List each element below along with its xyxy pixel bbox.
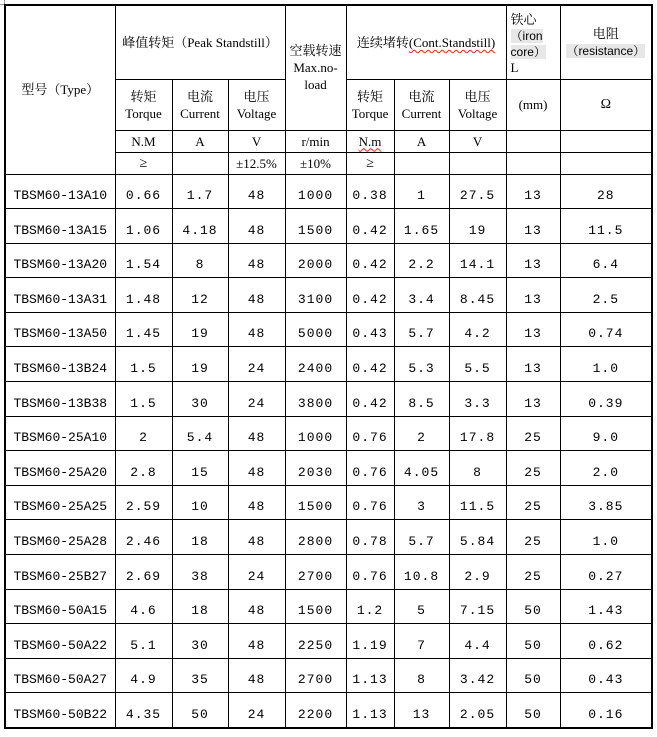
cell-peak-torque: 2.8 xyxy=(115,451,172,486)
cell-peak-voltage: 48 xyxy=(228,312,285,347)
table-row xyxy=(5,243,652,278)
cell-core-length: 13 xyxy=(506,243,560,278)
cell-cont-current: 5.3 xyxy=(394,347,449,382)
resistance-label-en: （resistance） xyxy=(566,43,646,58)
cell-cont-voltage: 5.84 xyxy=(449,520,506,555)
cell-core-length: 13 xyxy=(506,209,560,244)
table-row xyxy=(5,382,652,417)
peak-voltage-cn: 电压 xyxy=(243,88,270,104)
cell-peak-torque: 2.46 xyxy=(115,520,172,555)
cell-type: TBSM60-13A15 xyxy=(5,209,115,244)
cell-max-speed: 2400 xyxy=(285,347,346,382)
cell-cont-current: 5.7 xyxy=(394,312,449,347)
cell-peak-voltage: 24 xyxy=(228,555,285,590)
cell-cont-current: 3.4 xyxy=(394,278,449,313)
cell-cont-voltage: 8.45 xyxy=(449,278,506,313)
cell-cont-voltage: 3.3 xyxy=(449,382,506,417)
unit-cont-current: A xyxy=(394,130,449,152)
tolerance-peak-voltage: ±12.5% xyxy=(228,152,285,174)
cell-peak-current: 12 xyxy=(172,278,228,313)
unit-cont-voltage: V xyxy=(449,130,506,152)
cell-type: TBSM60-25B27 xyxy=(5,555,115,590)
cell-peak-torque: 1.45 xyxy=(115,312,172,347)
cell-peak-voltage: 48 xyxy=(228,451,285,486)
cell-peak-voltage: 48 xyxy=(228,416,285,451)
cell-cont-voltage: 2.9 xyxy=(449,555,506,590)
cell-type: TBSM60-25A10 xyxy=(5,416,115,451)
cell-resistance: 0.16 xyxy=(560,693,652,728)
cell-resistance: 6.4 xyxy=(560,243,652,278)
cell-cont-current: 2.2 xyxy=(394,243,449,278)
cont-standstill-label-cn: 连续堵转 xyxy=(356,34,409,50)
cell-cont-current: 13 xyxy=(394,693,449,728)
peak-voltage-en: Voltage xyxy=(236,105,277,121)
cell-core-length: 25 xyxy=(506,520,560,555)
cell-peak-current: 8 xyxy=(172,243,228,278)
cell-cont-current: 5.7 xyxy=(394,520,449,555)
cell-resistance: 28 xyxy=(560,174,652,209)
cell-peak-torque: 2.59 xyxy=(115,485,172,520)
cell-peak-torque: 1.5 xyxy=(115,382,172,417)
cell-peak-torque: 4.6 xyxy=(115,589,172,624)
cell-cont-current: 10.8 xyxy=(394,555,449,590)
cell-peak-torque: 2.69 xyxy=(115,555,172,590)
cell-core-length: 50 xyxy=(506,658,560,693)
unit-cont-torque-text: N.m xyxy=(358,133,382,149)
col-group-iron-core xyxy=(506,5,560,79)
iron-core-label-en: （iron core） xyxy=(510,29,546,59)
motor-spec-table xyxy=(4,4,653,729)
cell-type: TBSM60-13A20 xyxy=(5,243,115,278)
cell-resistance: 0.74 xyxy=(560,312,652,347)
col-header-peak-torque xyxy=(115,79,172,130)
cell-cont-voltage: 4.2 xyxy=(449,312,506,347)
peak-torque-cn: 转矩 xyxy=(130,88,157,104)
cont-torque-en: Torque xyxy=(351,105,389,121)
cell-cont-current: 8 xyxy=(394,658,449,693)
unit-peak-voltage: V xyxy=(228,130,285,152)
col-header-cont-torque xyxy=(346,79,394,130)
cell-cont-torque: 0.78 xyxy=(346,520,394,555)
table-row xyxy=(5,485,652,520)
col-group-cont-standstill xyxy=(346,5,506,79)
col-header-type: 型号（Type） xyxy=(5,5,115,174)
table-row xyxy=(5,312,652,347)
cell-core-length: 13 xyxy=(506,382,560,417)
tolerance-resistance-empty xyxy=(560,152,652,174)
cell-type: TBSM60-13A10 xyxy=(5,174,115,209)
cont-standstill-label-en: (Cont.Standstill) xyxy=(408,34,496,50)
cell-core-length: 13 xyxy=(506,312,560,347)
cell-max-speed: 1500 xyxy=(285,485,346,520)
cell-type: TBSM60-50A27 xyxy=(5,658,115,693)
cell-resistance: 2.0 xyxy=(560,451,652,486)
cell-cont-torque: 1.2 xyxy=(346,589,394,624)
table-row xyxy=(5,174,652,209)
cell-core-length: 25 xyxy=(506,451,560,486)
tolerance-core-empty xyxy=(506,152,560,174)
cell-cont-voltage: 14.1 xyxy=(449,243,506,278)
table-row xyxy=(5,555,652,590)
cell-resistance: 0.27 xyxy=(560,555,652,590)
cell-cont-current: 5 xyxy=(394,589,449,624)
cell-peak-voltage: 48 xyxy=(228,174,285,209)
cell-resistance: 2.5 xyxy=(560,278,652,313)
cell-cont-torque: 0.76 xyxy=(346,451,394,486)
tolerance-cont-torque: ≥ xyxy=(346,152,394,174)
cell-type: TBSM60-50B22 xyxy=(5,693,115,728)
col-header-peak-current xyxy=(172,79,228,130)
cell-max-speed: 2800 xyxy=(285,520,346,555)
cont-current-cn: 电流 xyxy=(408,88,435,104)
peak-torque-en: Torque xyxy=(125,105,162,121)
cell-cont-voltage: 17.8 xyxy=(449,416,506,451)
cell-max-speed: 1500 xyxy=(285,209,346,244)
cell-max-speed: 2700 xyxy=(285,555,346,590)
cell-peak-current: 19 xyxy=(172,312,228,347)
cell-peak-voltage: 24 xyxy=(228,693,285,728)
cell-peak-voltage: 48 xyxy=(228,589,285,624)
cont-torque-cn: 转矩 xyxy=(357,88,384,104)
table-row xyxy=(5,209,652,244)
table-row xyxy=(5,451,652,486)
cell-cont-voltage: 7.15 xyxy=(449,589,506,624)
cell-resistance: 1.0 xyxy=(560,520,652,555)
cell-peak-current: 10 xyxy=(172,485,228,520)
cell-core-length: 50 xyxy=(506,589,560,624)
cell-cont-current: 1 xyxy=(394,174,449,209)
table-row xyxy=(5,589,652,624)
cell-cont-current: 7 xyxy=(394,624,449,659)
unit-speed: r/min xyxy=(285,130,346,152)
cell-max-speed: 2000 xyxy=(285,243,346,278)
cell-peak-voltage: 48 xyxy=(228,485,285,520)
cell-type: TBSM60-50A22 xyxy=(5,624,115,659)
cont-voltage-en: Voltage xyxy=(457,105,498,121)
tolerance-cont-current-empty xyxy=(394,152,449,174)
cell-peak-current: 1.7 xyxy=(172,174,228,209)
cell-peak-torque: 1.48 xyxy=(115,278,172,313)
cell-max-speed: 2700 xyxy=(285,658,346,693)
cell-resistance: 3.85 xyxy=(560,485,652,520)
table-row xyxy=(5,658,652,693)
max-no-load-label-en: Max.no-load xyxy=(293,60,338,93)
unit-cont-torque xyxy=(346,130,394,152)
cell-cont-torque: 0.42 xyxy=(346,382,394,417)
cell-cont-voltage: 19 xyxy=(449,209,506,244)
cell-cont-current: 8.5 xyxy=(394,382,449,417)
cell-core-length: 13 xyxy=(506,278,560,313)
cell-cont-voltage: 2.05 xyxy=(449,693,506,728)
cell-core-length: 50 xyxy=(506,693,560,728)
cell-core-length: 25 xyxy=(506,416,560,451)
tolerance-cont-voltage-empty xyxy=(449,152,506,174)
cell-max-speed: 1000 xyxy=(285,174,346,209)
cell-max-speed: 3800 xyxy=(285,382,346,417)
cell-peak-current: 5.4 xyxy=(172,416,228,451)
unit-peak-torque: N.M xyxy=(115,130,172,152)
cell-cont-torque: 1.13 xyxy=(346,658,394,693)
unit-peak-current: A xyxy=(172,130,228,152)
peak-current-cn: 电流 xyxy=(186,88,213,104)
iron-core-label-cn: 铁心 xyxy=(510,12,537,27)
cell-peak-torque: 5.1 xyxy=(115,624,172,659)
col-group-max-no-load xyxy=(285,5,346,130)
cell-max-speed: 2030 xyxy=(285,451,346,486)
tolerance-peak-torque: ≥ xyxy=(115,152,172,174)
cell-core-length: 13 xyxy=(506,174,560,209)
cell-peak-torque: 1.06 xyxy=(115,209,172,244)
cell-cont-torque: 0.42 xyxy=(346,347,394,382)
cont-voltage-cn: 电压 xyxy=(464,88,491,104)
cell-cont-torque: 1.19 xyxy=(346,624,394,659)
resistance-label-cn: 电阻 xyxy=(592,25,619,41)
cell-peak-current: 50 xyxy=(172,693,228,728)
cell-resistance: 9.0 xyxy=(560,416,652,451)
col-header-core-mm: (mm) xyxy=(506,79,560,130)
cell-peak-current: 30 xyxy=(172,624,228,659)
cell-max-speed: 1000 xyxy=(285,416,346,451)
cell-peak-torque: 0.66 xyxy=(115,174,172,209)
col-group-resistance xyxy=(560,5,652,79)
col-group-peak-standstill: 峰值转矩（Peak Standstill） xyxy=(115,5,285,79)
peak-current-en: Current xyxy=(180,105,220,121)
cell-resistance: 0.43 xyxy=(560,658,652,693)
cont-current-en: Current xyxy=(401,105,442,121)
cell-peak-current: 4.18 xyxy=(172,209,228,244)
cell-peak-current: 18 xyxy=(172,520,228,555)
unit-core-empty xyxy=(506,130,560,152)
cell-cont-torque: 0.42 xyxy=(346,278,394,313)
cell-peak-voltage: 48 xyxy=(228,209,285,244)
cell-resistance: 11.5 xyxy=(560,209,652,244)
cell-peak-voltage: 24 xyxy=(228,382,285,417)
cell-cont-torque: 0.42 xyxy=(346,209,394,244)
cell-cont-current: 1.65 xyxy=(394,209,449,244)
cell-max-speed: 3100 xyxy=(285,278,346,313)
cell-cont-current: 3 xyxy=(394,485,449,520)
cell-core-length: 13 xyxy=(506,347,560,382)
cell-cont-voltage: 27.5 xyxy=(449,174,506,209)
col-header-cont-voltage xyxy=(449,79,506,130)
tolerance-peak-current-empty xyxy=(172,152,228,174)
cell-max-speed: 5000 xyxy=(285,312,346,347)
cell-resistance: 1.0 xyxy=(560,347,652,382)
cell-peak-current: 35 xyxy=(172,658,228,693)
cell-peak-voltage: 48 xyxy=(228,520,285,555)
cell-peak-voltage: 48 xyxy=(228,278,285,313)
cell-type: TBSM60-25A28 xyxy=(5,520,115,555)
cell-peak-voltage: 24 xyxy=(228,347,285,382)
cell-cont-voltage: 4.4 xyxy=(449,624,506,659)
max-no-load-label-cn: 空载转速 xyxy=(289,43,342,59)
tolerance-speed: ±10% xyxy=(285,152,346,174)
cell-peak-current: 30 xyxy=(172,382,228,417)
cell-peak-voltage: 48 xyxy=(228,624,285,659)
cell-peak-current: 18 xyxy=(172,589,228,624)
cell-type: TBSM60-25A25 xyxy=(5,485,115,520)
unit-resistance-empty xyxy=(560,130,652,152)
cell-peak-torque: 1.5 xyxy=(115,347,172,382)
cell-max-speed: 2200 xyxy=(285,693,346,728)
cell-cont-torque: 0.42 xyxy=(346,243,394,278)
cell-max-speed: 1500 xyxy=(285,589,346,624)
cell-peak-torque: 1.54 xyxy=(115,243,172,278)
cell-peak-voltage: 48 xyxy=(228,243,285,278)
cell-cont-voltage: 3.42 xyxy=(449,658,506,693)
cell-peak-torque: 4.35 xyxy=(115,693,172,728)
cell-type: TBSM60-25A20 xyxy=(5,451,115,486)
table-body xyxy=(5,174,652,728)
table-header xyxy=(5,5,652,174)
cell-resistance: 0.62 xyxy=(560,624,652,659)
cell-cont-torque: 0.38 xyxy=(346,174,394,209)
table-row xyxy=(5,416,652,451)
cell-peak-current: 15 xyxy=(172,451,228,486)
cell-cont-current: 4.05 xyxy=(394,451,449,486)
cell-type: TBSM60-13B24 xyxy=(5,347,115,382)
cell-peak-torque: 2 xyxy=(115,416,172,451)
table-row xyxy=(5,278,652,313)
table-row xyxy=(5,693,652,728)
cell-max-speed: 2250 xyxy=(285,624,346,659)
cell-cont-torque: 0.76 xyxy=(346,416,394,451)
cell-cont-torque: 0.43 xyxy=(346,312,394,347)
cell-cont-torque: 0.76 xyxy=(346,485,394,520)
cell-cont-current: 2 xyxy=(394,416,449,451)
cell-resistance: 0.39 xyxy=(560,382,652,417)
cell-cont-torque: 0.76 xyxy=(346,555,394,590)
cell-core-length: 25 xyxy=(506,555,560,590)
cell-type: TBSM60-13B38 xyxy=(5,382,115,417)
col-header-cont-current xyxy=(394,79,449,130)
cell-cont-voltage: 11.5 xyxy=(449,485,506,520)
header-group-row xyxy=(5,5,652,79)
table-row xyxy=(5,624,652,659)
cell-cont-voltage: 8 xyxy=(449,451,506,486)
cell-cont-torque: 1.13 xyxy=(346,693,394,728)
cell-type: TBSM60-50A15 xyxy=(5,589,115,624)
cell-cont-voltage: 5.5 xyxy=(449,347,506,382)
col-header-peak-voltage xyxy=(228,79,285,130)
cell-core-length: 50 xyxy=(506,624,560,659)
cell-peak-current: 19 xyxy=(172,347,228,382)
cell-resistance: 1.43 xyxy=(560,589,652,624)
cell-peak-voltage: 48 xyxy=(228,658,285,693)
iron-core-length-symbol: L xyxy=(510,60,519,75)
cell-core-length: 25 xyxy=(506,485,560,520)
table-row xyxy=(5,520,652,555)
cell-peak-current: 38 xyxy=(172,555,228,590)
cell-type: TBSM60-13A31 xyxy=(5,278,115,313)
col-header-ohm: Ω xyxy=(560,79,652,130)
cell-peak-torque: 4.9 xyxy=(115,658,172,693)
cell-type: TBSM60-13A50 xyxy=(5,312,115,347)
table-row xyxy=(5,347,652,382)
